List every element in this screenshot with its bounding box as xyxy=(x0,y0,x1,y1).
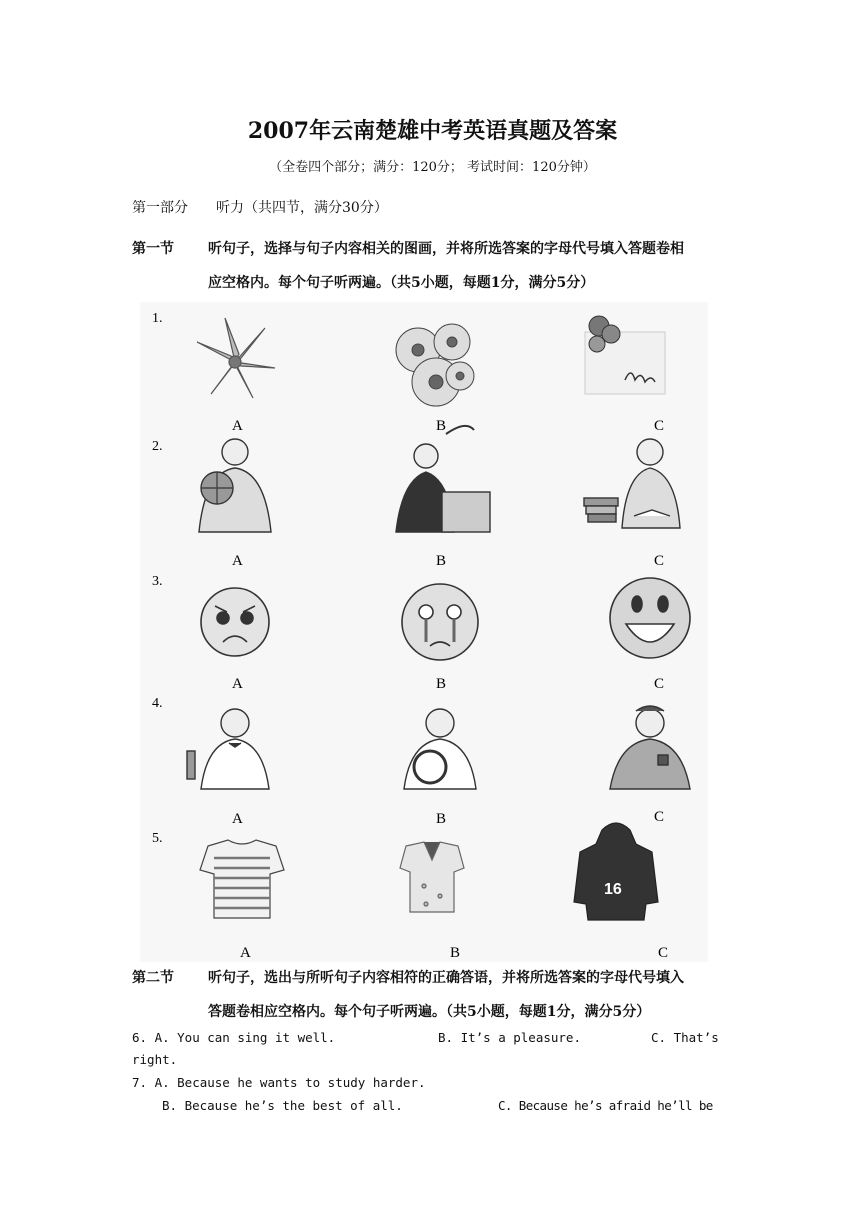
page-title: 2007年云南楚雄中考英语真题及答案 xyxy=(247,118,618,144)
exam-info: （全卷四个部分；满分：120分； 考试时间：120分钟） xyxy=(269,160,596,175)
row-number-2: 2. xyxy=(152,439,163,454)
q7-option-a: 7. A. Because he wants to study harder. xyxy=(132,1075,426,1090)
question-6-options xyxy=(132,1030,335,1045)
q6-option-b: B. It’s a pleasure. xyxy=(438,1030,581,1045)
part-name: 第一部分 xyxy=(132,200,188,216)
part-heading xyxy=(132,197,388,217)
daisy-bouquet-icon xyxy=(396,324,474,406)
reader-with-books-icon xyxy=(584,439,680,528)
row4-letter-c: C xyxy=(654,809,665,825)
angry-face-icon xyxy=(201,588,269,656)
blouse-icon xyxy=(400,842,464,912)
hoodie-16-icon xyxy=(574,823,658,920)
row4-letter-a: A xyxy=(232,811,243,827)
row-number-5: 5. xyxy=(152,831,163,846)
row3-letter-b: B xyxy=(436,676,447,692)
rose-card-icon xyxy=(585,316,665,394)
happy-face-icon xyxy=(610,578,690,658)
part-description: 听力（共四节，满分30分） xyxy=(216,200,388,216)
q6-option-c: C. That’s xyxy=(651,1030,719,1045)
section2-label: 第二节 xyxy=(132,970,174,986)
section1-heading xyxy=(132,238,684,258)
row5-letter-a: A xyxy=(240,945,251,961)
section2-instruction-line1: 听句子，选出与所听句子内容相符的正确答语，并将所选答案的字母代号填入 xyxy=(208,970,684,986)
row2-letter-c: C xyxy=(654,553,665,569)
hoodie-number: 16 xyxy=(604,881,622,898)
q7-option-b: B. Because he’s the best of all. xyxy=(162,1098,403,1113)
section1-instruction-line1: 听句子，选择与句子内容相关的图画，并将所选答案的字母代号填入答题卷相 xyxy=(208,241,684,257)
q6-option-a: 6. A. You can sing it well. xyxy=(132,1030,336,1045)
row2-letter-a: A xyxy=(232,553,243,569)
police-officer-icon xyxy=(610,706,690,789)
lily-flower-icon xyxy=(197,318,275,398)
row-number-3: 3. xyxy=(152,574,163,589)
row2-letter-b: B xyxy=(436,553,447,569)
waiter-icon xyxy=(187,709,269,789)
row-number-1: 1. xyxy=(152,311,163,326)
basketball-player-icon xyxy=(199,439,271,532)
section1-label: 第一节 xyxy=(132,241,174,257)
q6-option-c-continued: right. xyxy=(132,1052,178,1067)
row1-letter-c: C xyxy=(654,418,665,434)
row1-letter-a: A xyxy=(232,418,243,434)
row5-letter-b: B xyxy=(450,945,461,961)
section1-instruction-line2: 应空格内。每个句子听两遍。（共5小题，每题1分，满分5分） xyxy=(208,275,595,291)
striped-tshirt-icon xyxy=(200,840,284,918)
row3-letter-a: A xyxy=(232,676,243,692)
q7-option-c: C. Because he’s afraid he’ll be xyxy=(498,1098,713,1113)
row4-letter-b: B xyxy=(436,811,447,827)
listening-picture-figure xyxy=(140,302,708,962)
row1-letter-b: B xyxy=(436,418,447,434)
crying-face-icon xyxy=(402,584,478,660)
row-number-4: 4. xyxy=(152,696,163,711)
section2-heading xyxy=(132,967,684,987)
driver-icon xyxy=(404,709,476,789)
pianist-icon xyxy=(396,426,490,532)
row3-letter-c: C xyxy=(654,676,665,692)
row5-letter-c: C xyxy=(658,945,669,961)
section2-instruction-line2: 答题卷相应空格内。每个句子听两遍。（共5小题，每题1分，满分5分） xyxy=(208,1004,651,1020)
